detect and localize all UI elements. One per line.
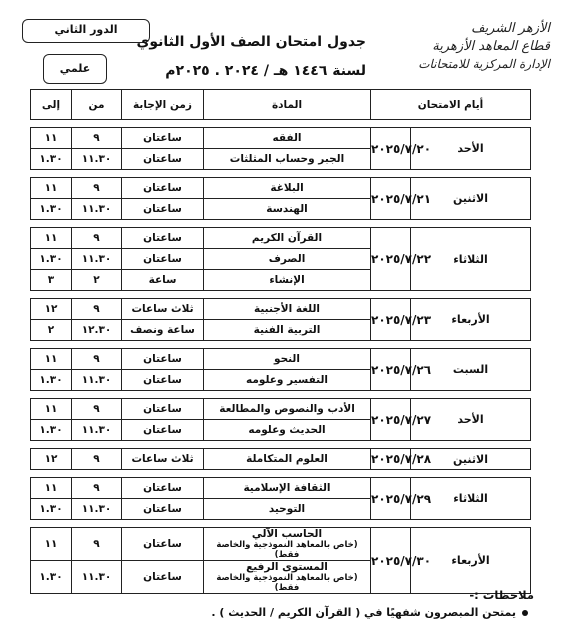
header-subject: المادة bbox=[204, 90, 371, 120]
exam-day: الاثنين bbox=[411, 449, 531, 470]
group-spacer bbox=[31, 441, 531, 449]
exam-date: ٢٠٢٥/٧/٢٨ bbox=[371, 449, 411, 470]
exam-day: السبت bbox=[411, 349, 531, 391]
subject-name: الثقافة الإسلامية bbox=[243, 482, 331, 494]
exam-from: ١١.٣٠ bbox=[72, 420, 122, 441]
subject-name: الجبر وحساب المثلثات bbox=[229, 153, 345, 165]
exam-duration: ساعتان bbox=[122, 199, 204, 220]
exam-duration: ساعتان bbox=[122, 399, 204, 420]
group-spacer bbox=[31, 170, 531, 178]
exam-to: ١١ bbox=[31, 399, 72, 420]
exam-subject bbox=[204, 128, 371, 149]
exam-subject bbox=[204, 349, 371, 370]
exam-to: ١٢ bbox=[31, 299, 72, 320]
table-row bbox=[31, 349, 531, 370]
azhar-logo-graphic bbox=[392, 14, 554, 76]
exam-duration: ساعتان bbox=[122, 178, 204, 199]
exam-duration: ثلاث ساعات bbox=[122, 299, 204, 320]
exam-subject bbox=[204, 249, 371, 270]
exam-subject bbox=[204, 270, 371, 291]
subject-name: البلاغة bbox=[270, 182, 304, 194]
schedule-title: جدول امتحان الصف الأول الثانوي bbox=[136, 34, 366, 50]
azhar-logo bbox=[392, 14, 554, 76]
exam-duration: ثلاث ساعات bbox=[122, 449, 204, 470]
table-row bbox=[31, 178, 531, 199]
subject-name: التربية الفنية bbox=[253, 324, 321, 336]
subject-name: الصرف bbox=[268, 253, 306, 265]
group-spacer-cell bbox=[31, 220, 531, 228]
exam-from: ٩ bbox=[72, 449, 122, 470]
header-from: من bbox=[72, 90, 122, 120]
group-spacer bbox=[31, 220, 531, 228]
exam-to: ٣ bbox=[31, 270, 72, 291]
subject-name: الفقه bbox=[272, 132, 302, 144]
subject-name: الحاسب الآلي bbox=[251, 528, 323, 540]
exam-from: ١١.٣٠ bbox=[72, 499, 122, 520]
exam-schedule-table bbox=[30, 89, 531, 594]
subject-name: الحديث وعلومه bbox=[248, 424, 326, 436]
exam-day: الثلاثاء bbox=[411, 228, 531, 291]
group-spacer-cell bbox=[31, 170, 531, 178]
logo-line-3: الإدارة المركزية للامتحانات bbox=[418, 57, 550, 71]
group-spacer-cell bbox=[31, 120, 531, 128]
subject-name: القرآن الكريم bbox=[251, 232, 323, 244]
logo-line-1: الأزهر الشريف bbox=[471, 21, 550, 36]
exam-to: ١١ bbox=[31, 178, 72, 199]
exam-from: ٢ bbox=[72, 270, 122, 291]
exam-date: ٢٠٢٥/٧/٢٧ bbox=[371, 399, 411, 441]
exam-subject bbox=[204, 478, 371, 499]
exam-day: الأربعاء bbox=[411, 299, 531, 341]
exam-from: ٩ bbox=[72, 528, 122, 561]
subject-name: العلوم المتكاملة bbox=[246, 453, 328, 465]
group-spacer-cell bbox=[31, 291, 531, 299]
exam-to: ١١ bbox=[31, 528, 72, 561]
exam-date: ٢٠٢٥/٧/٢١ bbox=[371, 178, 411, 220]
exam-round-box: الدور الثاني bbox=[22, 19, 150, 43]
exam-to: ١.٣٠ bbox=[31, 420, 72, 441]
subject-name: النحو bbox=[274, 353, 300, 365]
exam-date: ٢٠٢٥/٧/٢٠ bbox=[371, 128, 411, 170]
exam-day: الاثنين bbox=[411, 178, 531, 220]
table-row bbox=[31, 128, 531, 149]
exam-date: ٢٠٢٥/٧/٢٦ bbox=[371, 349, 411, 391]
exam-subject bbox=[204, 320, 371, 341]
exam-duration: ساعتان bbox=[122, 499, 204, 520]
subject-name: الأدب والنصوص والمطالعة bbox=[219, 403, 355, 415]
exam-from: ٩ bbox=[72, 478, 122, 499]
table-row bbox=[31, 399, 531, 420]
exam-from: ٩ bbox=[72, 399, 122, 420]
exam-duration: ساعتان bbox=[122, 370, 204, 391]
exam-from: ١١.٣٠ bbox=[72, 370, 122, 391]
exam-date: ٢٠٢٥/٧/٢٩ bbox=[371, 478, 411, 520]
exam-subject bbox=[204, 499, 371, 520]
exam-from: ١٢.٣٠ bbox=[72, 320, 122, 341]
group-spacer-cell bbox=[31, 470, 531, 478]
group-spacer bbox=[31, 120, 531, 128]
exam-day: الأحد bbox=[411, 399, 531, 441]
subject-note: (خاص بالمعاهد النموذجية والخاصة فقط) bbox=[216, 540, 358, 560]
exam-subject bbox=[204, 420, 371, 441]
group-spacer bbox=[31, 341, 531, 349]
subject-name: الإنشاء bbox=[269, 274, 305, 286]
exam-duration: ساعة ونصف bbox=[122, 320, 204, 341]
group-spacer bbox=[31, 470, 531, 478]
subject-name: التفسير وعلومه bbox=[246, 374, 328, 386]
exam-date: ٢٠٢٥/٧/٣٠ bbox=[371, 528, 411, 594]
header-to: إلى bbox=[31, 90, 72, 120]
subject-name: المستوى الرفيع bbox=[246, 561, 328, 573]
exam-subject bbox=[204, 228, 371, 249]
table-row bbox=[31, 449, 531, 470]
subject-note: (خاص بالمعاهد النموذجية والخاصة فقط) bbox=[216, 573, 358, 593]
exam-to: ١١ bbox=[31, 349, 72, 370]
header-days: أيام الامتحان bbox=[371, 90, 531, 120]
group-spacer-cell bbox=[31, 391, 531, 399]
exam-subject bbox=[204, 149, 371, 170]
exam-duration: ساعتان bbox=[122, 478, 204, 499]
table-row bbox=[31, 228, 531, 249]
exam-duration: ساعة bbox=[122, 270, 204, 291]
group-spacer-cell bbox=[31, 341, 531, 349]
group-spacer bbox=[31, 391, 531, 399]
exam-to: ١.٣٠ bbox=[31, 249, 72, 270]
table-row bbox=[31, 528, 531, 561]
exam-duration: ساعتان bbox=[122, 561, 204, 594]
logo-line-2: قطاع المعاهد الأزهرية bbox=[432, 39, 550, 54]
exam-subject bbox=[204, 370, 371, 391]
bullet-icon bbox=[522, 610, 528, 616]
exam-from: ٩ bbox=[72, 299, 122, 320]
exam-from: ٩ bbox=[72, 349, 122, 370]
exam-subject bbox=[204, 528, 371, 561]
exam-date: ٢٠٢٥/٧/٢٣ bbox=[371, 299, 411, 341]
exam-day: الأحد bbox=[411, 128, 531, 170]
exam-subject bbox=[204, 299, 371, 320]
exam-date: ٢٠٢٥/٧/٢٢ bbox=[371, 228, 411, 291]
exam-from: ٩ bbox=[72, 228, 122, 249]
group-spacer-cell bbox=[31, 441, 531, 449]
exam-duration: ساعتان bbox=[122, 349, 204, 370]
table-row bbox=[31, 299, 531, 320]
exam-day: الأربعاء bbox=[411, 528, 531, 594]
exam-duration: ساعتان bbox=[122, 528, 204, 561]
exam-day: الثلاثاء bbox=[411, 478, 531, 520]
notes-item bbox=[211, 606, 528, 619]
exam-to: ١.٣٠ bbox=[31, 149, 72, 170]
exam-from: ٩ bbox=[72, 178, 122, 199]
exam-to: ١١ bbox=[31, 478, 72, 499]
exam-duration: ساعتان bbox=[122, 149, 204, 170]
exam-from: ١١.٣٠ bbox=[72, 149, 122, 170]
exam-to: ١١ bbox=[31, 128, 72, 149]
exam-duration: ساعتان bbox=[122, 249, 204, 270]
exam-duration: ساعتان bbox=[122, 128, 204, 149]
exam-from: ١١.٣٠ bbox=[72, 561, 122, 594]
exam-to: ٢ bbox=[31, 320, 72, 341]
exam-from: ١١.٣٠ bbox=[72, 249, 122, 270]
table-header-row bbox=[31, 90, 531, 120]
exam-to: ١.٣٠ bbox=[31, 370, 72, 391]
exam-to: ١.٣٠ bbox=[31, 499, 72, 520]
subject-name: اللغة الأجنبية bbox=[254, 303, 320, 315]
exam-duration: ساعتان bbox=[122, 228, 204, 249]
exam-from: ١١.٣٠ bbox=[72, 199, 122, 220]
schedule-year: لسنة ١٤٤٦ هـ / ٢٠٢٤ . ٢٠٢٥م bbox=[165, 63, 366, 79]
exam-subject bbox=[204, 561, 371, 594]
exam-to: ١.٣٠ bbox=[31, 199, 72, 220]
notes-item-text: يمتحن المبصرون شفهيًا في ( القرآن الكريم / الحديث ) . bbox=[211, 606, 516, 619]
exam-subject bbox=[204, 178, 371, 199]
exam-duration: ساعتان bbox=[122, 420, 204, 441]
header-duration: زمن الإجابة bbox=[122, 90, 204, 120]
exam-subject bbox=[204, 199, 371, 220]
exam-branch-box: علمي bbox=[43, 54, 107, 84]
exam-to: ١.٣٠ bbox=[31, 561, 72, 594]
group-spacer-cell bbox=[31, 520, 531, 528]
group-spacer bbox=[31, 520, 531, 528]
exam-to: ١١ bbox=[31, 228, 72, 249]
notes-title: ملاحظات :- bbox=[469, 588, 534, 602]
exam-to: ١٢ bbox=[31, 449, 72, 470]
subject-name: الهندسة bbox=[266, 203, 308, 215]
exam-subject bbox=[204, 399, 371, 420]
exam-subject bbox=[204, 449, 371, 470]
table-row bbox=[31, 478, 531, 499]
group-spacer bbox=[31, 291, 531, 299]
subject-name: التوحيد bbox=[268, 503, 306, 515]
exam-from: ٩ bbox=[72, 128, 122, 149]
